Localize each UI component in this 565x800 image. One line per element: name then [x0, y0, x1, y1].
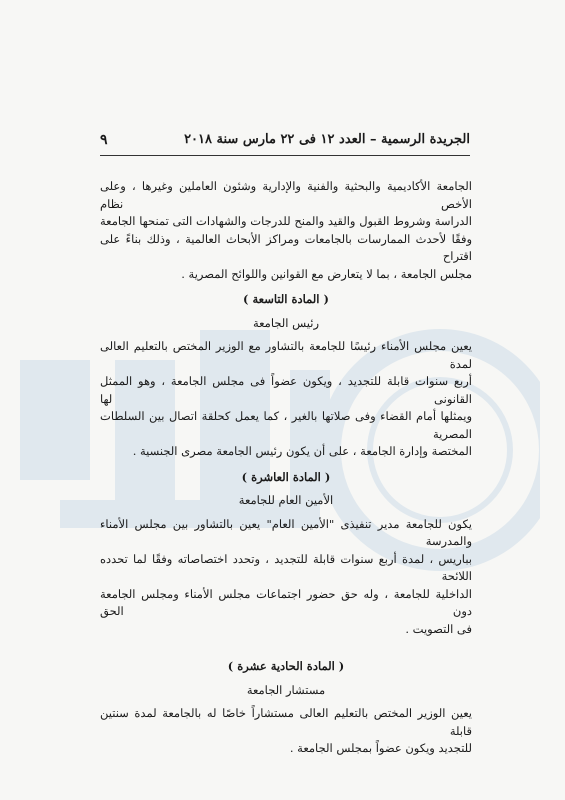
article-9-heading: ( المادة التاسعة ) — [243, 292, 329, 306]
article-line: المختصة وإدارة الجامعة ، على أن يكون رئيس الجامعة مصرى الجنسية . — [132, 444, 472, 458]
article-9-body — [100, 338, 472, 461]
article-line: يكون للجامعة مدير تنفيذى "الأمين العام" يعين بالتشاور بين مجلس الأمناء والمدرسة — [100, 516, 472, 548]
page-header — [100, 132, 470, 154]
article-line: الداخلية للجامعة ، وله حق حضور اجتماعات مجلس الأمناء ومجلس الجامعة دون الحق — [100, 586, 472, 618]
article-line: بباريس ، لمدة أربع سنوات قابلة للتجديد ، وتحدد اختصاصاته وفقًا لما تحدده اللائحة — [100, 551, 472, 583]
article-line: يعين مجلس الأمناء رئيسًا للجامعة بالتشاور مع الوزير المختص بالتعليم العالى لمدة — [100, 339, 472, 371]
article-11-heading: ( المادة الحادية عشرة ) — [227, 659, 345, 673]
article-line: ويمثلها أمام القضاء وفى صلاتها بالغير ، كما يعمل كحلقة اتصال بين السلطات المصرية — [100, 409, 472, 441]
intro-line: وفقًا لأحدث الممارسات بالجامعات ومراكز الأبحاث العالمية ، وذلك بناءً على اقتراح — [100, 231, 472, 263]
article-line: للتجديد ويكون عضواً بمجلس الجامعة . — [289, 741, 472, 755]
article-10-body — [100, 516, 472, 639]
article-10-heading: ( المادة العاشرة ) — [241, 469, 331, 484]
intro-line: الدراسة وشروط القبول والقيد والمنح للدرجات والشهادات التى تمنحها الجامعة — [100, 214, 472, 228]
intro-line: مجلس الجامعة ، بما لا يتعارض مع القوانين واللوائح المصرية . — [181, 266, 472, 281]
article-line: يعين الوزير المختص بالتعليم العالى مستشاراً خاصًا له بالجامعة لمدة سنتين قابلة — [100, 706, 472, 738]
article-line: أربع سنوات قابلة للتجديد ، ويكون عضواً فى مجلس الجامعة ، وهو الممثل القانونى لها — [100, 374, 472, 406]
header-divider — [100, 155, 470, 156]
gazette-title: الجريدة الرسمية – العدد ١٢ فى ٢٢ مارس سنة ٢٠١٨ — [184, 132, 470, 147]
document-body — [100, 178, 472, 758]
article-11-subheading: مستشار الجامعة — [246, 682, 326, 697]
intro-paragraph — [100, 178, 472, 283]
article-line: فى التصويت . — [405, 621, 472, 636]
intro-line: الجامعة الأكاديمية والبحثية والفنية والإدارية وشئون العاملين وغيرها ، وعلى الأخص نظام — [100, 179, 472, 211]
article-10-subheading: الأمين العام للجامعة — [238, 493, 334, 507]
page-number: ٩ — [100, 132, 108, 148]
article-11-body — [100, 705, 472, 758]
article-9-subheading: رئيس الجامعة — [252, 315, 320, 330]
